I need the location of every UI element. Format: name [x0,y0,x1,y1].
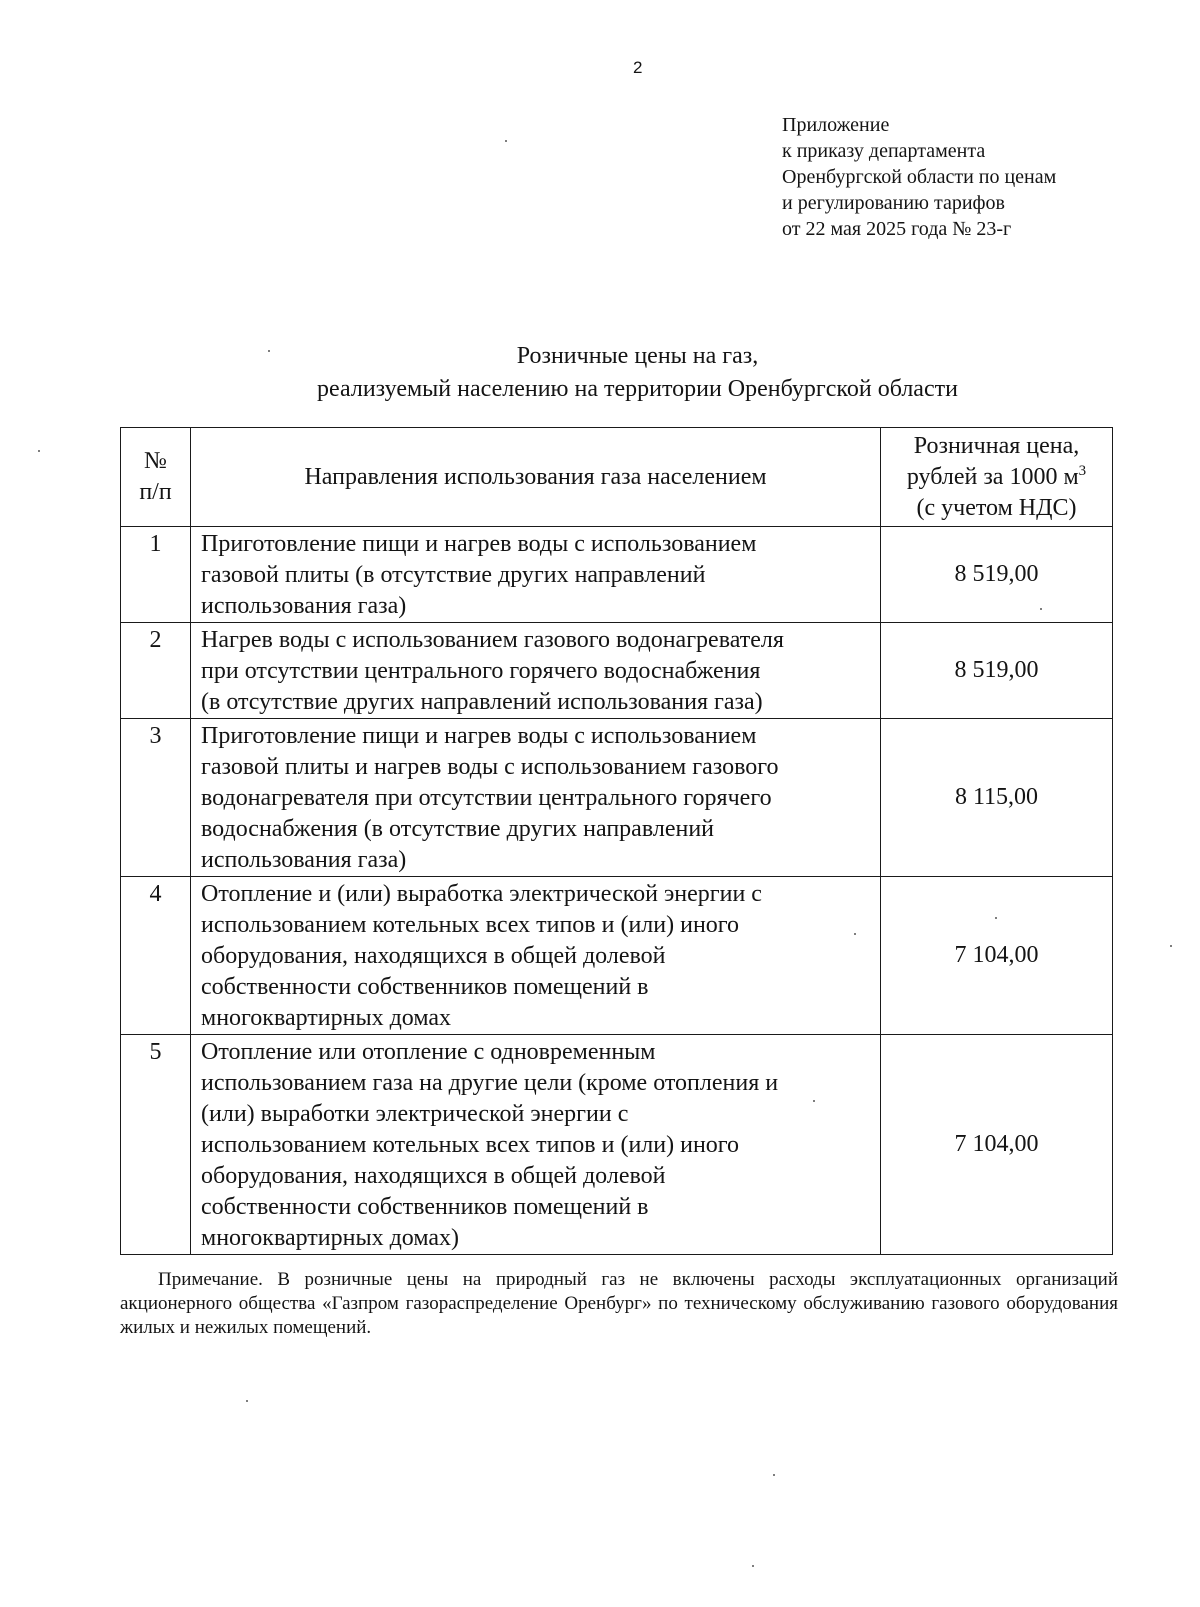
row-direction-line: Нагрев воды с использованием газового водонагревателя [201,627,784,653]
header-price-unit: рублей за 1000 м [906,463,1079,490]
row-direction-line: многоквартирных домах) [201,1225,460,1251]
table-header-row [121,428,1113,527]
row-price: 8 519,00 [881,527,1113,623]
scan-speck [854,933,856,935]
row-price: 8 115,00 [881,719,1113,877]
row-number: 1 [121,527,191,623]
header-price-superscript: 3 [1078,462,1087,479]
row-direction [191,719,881,877]
row-price: 8 519,00 [881,623,1113,719]
row-direction-line: при отсутствии центрального горячего водоснабжения [201,658,761,684]
row-number: 3 [121,719,191,877]
appendix-line: и регулированию тарифов [782,192,1005,214]
row-number: 2 [121,623,191,719]
table-row [121,1035,1113,1255]
row-number: 5 [121,1035,191,1255]
row-direction-line: водонагревателя при отсутствии центрального горячего [201,785,772,811]
row-direction-line: использованием газа на другие цели (кроме отопления и [201,1070,779,1096]
scan-speck [38,450,40,452]
price-table [120,427,1113,1255]
row-direction-line: оборудования, находящихся в общей долевой [201,943,666,969]
note-paragraph: Примечание. В розничные цены на природный газ не включены расходы эксплуатационных организаций акционерного общества «Газпром газораспределение Оренбург» по техническому обслуживанию газового оборудования жилых и нежилых помещений. [120,1269,1118,1338]
title-line: Розничные цены на газ, [516,343,759,369]
title-line: реализуемый населению на территории Оренбургской области [317,376,958,402]
document-title [0,340,1200,406]
row-direction-line: использованием котельных всех типов и (или) иного [201,912,740,938]
scan-speck [1170,945,1172,947]
table-row [121,877,1113,1035]
row-direction-line: использованием котельных всех типов и (или) иного [201,1132,740,1158]
appendix-line: Оренбургской области по ценам [782,166,1057,188]
scan-speck [1040,608,1042,610]
appendix-line: к приказу департамента [782,140,986,162]
row-direction-line: Приготовление пищи и нагрев воды с использованием [201,531,757,557]
row-price: 7 104,00 [881,877,1113,1035]
row-direction-line: использования газа) [201,593,407,619]
row-direction-line: водоснабжения (в отсутствие других направлений [201,816,714,842]
header-number-sign: № [144,448,167,474]
row-direction-line: Приготовление пищи и нагрев воды с использованием [201,723,757,749]
row-direction [191,877,881,1035]
row-direction-line: газовой плиты и нагрев воды с использованием газового [201,754,779,780]
header-price-line [881,462,1112,493]
appendix-block [782,112,1056,242]
page-number: 2 [633,58,643,77]
scan-speck [246,1400,248,1402]
row-direction-line: оборудования, находящихся в общей долевой [201,1163,666,1189]
header-price [881,428,1113,527]
row-direction-line: собственности собственников помещений в [201,1194,649,1220]
row-direction-line: использования газа) [201,847,407,873]
scan-speck [505,140,507,142]
row-direction [191,1035,881,1255]
table-row [121,527,1113,623]
scan-speck [773,1474,775,1476]
header-price-line: (с учетом НДС) [916,494,1077,521]
table-row [121,719,1113,877]
appendix-line: Приложение [782,114,890,136]
header-direction: Направления использования газа населением [191,428,881,527]
row-direction [191,623,881,719]
row-direction [191,527,881,623]
scan-speck [268,350,270,352]
row-direction-line: собственности собственников помещений в [201,974,649,1000]
row-direction-line: (в отсутствие других направлений использования газа) [201,689,763,715]
header-number [121,428,191,527]
row-number: 4 [121,877,191,1035]
row-direction-line: многоквартирных домах [201,1005,452,1031]
scan-speck [752,1565,754,1567]
row-direction-line: Отопление и (или) выработка электрической энергии с [201,881,762,907]
scan-speck [995,917,997,919]
header-price-line: Розничная цена, [913,432,1080,459]
header-number-abbr: п/п [139,479,172,505]
row-price: 7 104,00 [881,1035,1113,1255]
scan-speck [813,1100,815,1102]
row-direction-line: Отопление или отопление с одновременным [201,1039,656,1065]
row-direction-line: (или) выработки электрической энергии с [201,1101,629,1127]
table-row [121,623,1113,719]
appendix-line: от 22 мая 2025 года № 23-г [782,218,1012,240]
row-direction-line: газовой плиты (в отсутствие других направлений [201,562,706,588]
